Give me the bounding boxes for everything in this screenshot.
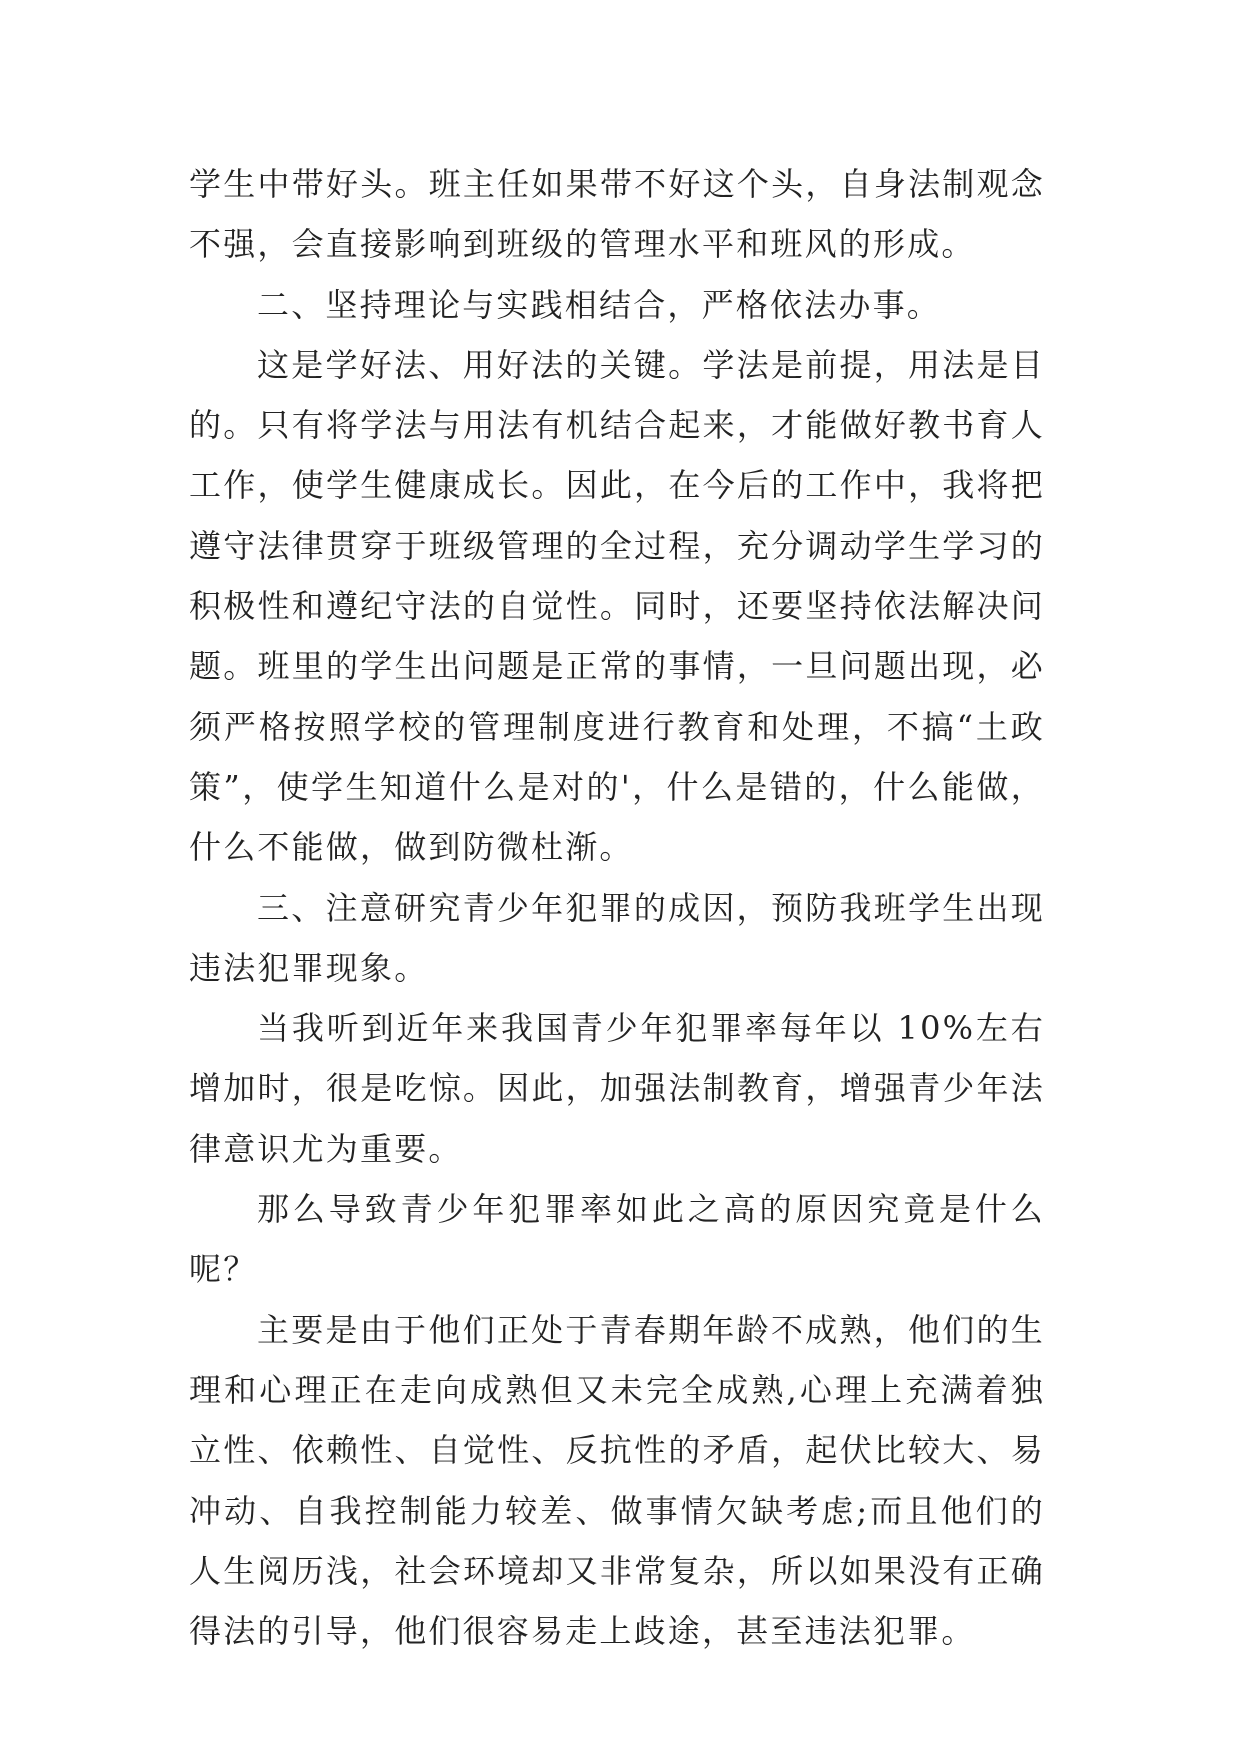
paragraph-rule-of-law: 这是学好法、用好法的关键。学法是前提，用法是目的。只有将学法与用法有机结合起来，才能做好教书育人工作，使学生健康成长。因此，在今后的工作中，我将把遵守法律贯穿于班级管理的全过程，充分调动学生学习的积极性和遵纪守法的自觉性。同时，还要坚持依法解决问题。班里的学生出问题是正常的事情，一旦问题出现，必须严格按照学校的管理制度进行教育和处理，不搞“土政策”，使学生知道什么是对的'，什么是错的，什么能做，什么不能做，做到防微杜渐。 [189, 345, 1045, 867]
section-heading-3: 三、注意研究青少年犯罪的成因，预防我班学生出现违法犯罪现象。 [189, 888, 1045, 987]
paragraph-continuation: 学生中带好头。班主任如果带不好这个头，自身法制观念不强，会直接影响到班级的管理水平和班风的形成。 [189, 165, 1045, 264]
paragraph-question: 那么导致青少年犯罪率如此之高的原因究竟是什么呢？ [189, 1190, 1045, 1289]
section-heading-2: 二、坚持理论与实践相结合，严格依法办事。 [257, 285, 942, 324]
document-body [189, 154, 1045, 1661]
paragraph-causes: 主要是由于他们正处于青春期年龄不成熟，他们的生理和心理正在走向成熟但又未完全成熟,心理上充满着独立性、依赖性、自觉性、反抗性的矛盾，起伏比较大、易冲动、自我控制能力较差、做事情欠缺考虑;而且他们的人生阅历浅，社会环境却又非常复杂，所以如果没有正确得法的引导，他们很容易走上歧途，甚至违法犯罪。 [189, 1310, 1045, 1651]
paragraph-crime-rate: 当我听到近年来我国青少年犯罪率每年以 10%左右增加时，很是吃惊。因此，加强法制教育，增强青少年法律意识尤为重要。 [189, 1009, 1045, 1168]
